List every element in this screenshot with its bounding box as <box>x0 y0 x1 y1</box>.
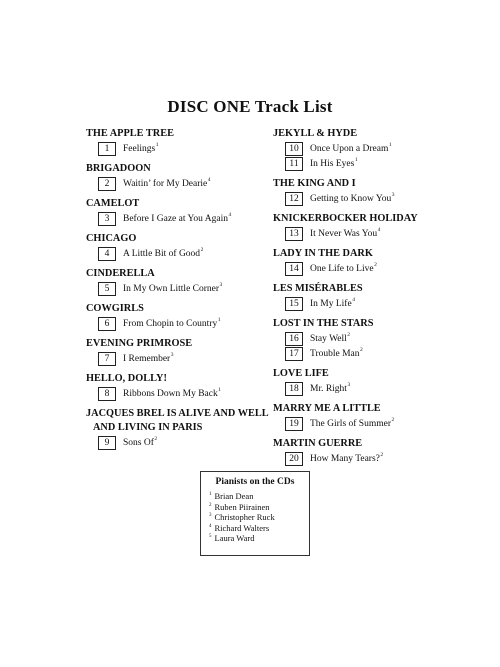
track-number: 18 <box>285 382 303 396</box>
pianist-footnote: 1 <box>388 142 392 149</box>
show-block <box>86 162 291 191</box>
show-block <box>86 127 291 156</box>
pianist-footnote: 1 <box>354 157 358 164</box>
pianist-item <box>209 502 301 513</box>
show-title-text: MARTIN GUERRE <box>273 438 363 449</box>
pianist-footnote: 2 <box>380 452 384 459</box>
pianist-footnote: 2 <box>360 347 363 354</box>
track-row <box>86 386 291 401</box>
pianist-item <box>209 491 301 502</box>
track-row <box>86 246 291 261</box>
pianist-footnote: 4 <box>207 177 211 184</box>
show-block <box>273 127 478 171</box>
track-name-text: Sons Of <box>123 437 154 448</box>
pianist-name: Christopher Ruck <box>214 512 275 522</box>
track-row <box>273 451 478 466</box>
pianist-footnote: 3 <box>391 192 395 199</box>
pianist-footnote: 1 <box>155 142 159 149</box>
pianists-list <box>209 491 301 544</box>
show-title <box>86 162 291 176</box>
pianist-footnote: 1 <box>218 387 221 394</box>
show-title <box>273 212 478 226</box>
track-name <box>310 299 355 309</box>
track-number: 12 <box>285 192 303 206</box>
show-title-text: LADY IN THE DARK <box>273 248 373 259</box>
track-name-text: How Many Tears? <box>310 453 380 464</box>
track-name <box>310 159 358 169</box>
track-name-text: Waitin’ for My Dearie <box>123 178 208 189</box>
show-title-text: LES MISÉRABLES <box>273 283 363 294</box>
show-title <box>273 437 478 451</box>
track-name-text: Before I Gaze at You Again <box>123 213 229 224</box>
track-number: 11 <box>285 157 303 171</box>
pianist-footnote: 4 <box>352 297 355 304</box>
show-title-text: JACQUES BREL IS ALIVE AND WELL <box>86 408 269 419</box>
show-block <box>273 317 478 361</box>
pianist-number: 3 <box>209 513 212 519</box>
pianist-footnote: 4 <box>228 212 232 219</box>
show-title-text: JEKYLL & HYDE <box>273 128 358 139</box>
pianist-footnote: 2 <box>200 247 204 254</box>
track-name-text: Getting to Know You <box>310 193 392 204</box>
track-number: 13 <box>285 227 303 241</box>
track-name <box>310 229 380 239</box>
track-number: 2 <box>98 177 116 191</box>
track-name <box>310 419 394 429</box>
pianist-name: Brian Dean <box>214 491 254 501</box>
show-title <box>273 127 478 141</box>
pianists-box <box>200 471 310 556</box>
show-title <box>86 127 291 141</box>
track-number: 1 <box>98 142 116 156</box>
track-name <box>310 384 350 394</box>
track-row <box>273 261 478 276</box>
track-row <box>86 351 291 366</box>
pianist-name: Ruben Piirainen <box>214 501 270 512</box>
track-name <box>123 354 173 364</box>
show-title <box>273 367 478 381</box>
show-title-text: THE APPLE TREE <box>86 128 174 139</box>
pianist-footnote: 4 <box>377 227 381 234</box>
show-title <box>86 232 291 246</box>
pianist-footnote: 3 <box>347 382 351 389</box>
track-name-text: Stay Well <box>310 333 347 344</box>
track-number: 8 <box>98 387 116 401</box>
track-number: 17 <box>285 347 303 361</box>
show-title-text: THE KING AND I <box>273 178 356 189</box>
pianists-heading: Pianists on the CDs <box>215 477 295 487</box>
show-title <box>273 282 478 296</box>
show-title-text: LOVE LIFE <box>273 368 329 379</box>
track-name <box>123 214 231 224</box>
show-title-text: KNICKERBOCKER HOLIDAY <box>273 213 418 224</box>
track-name-text: Mr. Right <box>310 383 347 394</box>
show-block <box>273 247 478 276</box>
show-block <box>273 437 478 466</box>
show-block <box>273 177 478 206</box>
track-name <box>123 438 157 448</box>
show-title-text: MARRY ME A LITTLE <box>273 403 381 414</box>
track-row <box>273 331 478 346</box>
track-number: 19 <box>285 417 303 431</box>
track-row <box>273 191 478 206</box>
show-block <box>273 212 478 241</box>
show-title <box>86 302 291 316</box>
pianist-footnote: 2 <box>391 417 395 424</box>
pianist-number: 5 <box>209 534 212 540</box>
track-row <box>86 435 291 450</box>
track-name <box>310 264 377 274</box>
show-title-text: CAMELOT <box>86 198 140 209</box>
pianist-footnote: 1 <box>217 317 221 324</box>
track-row <box>273 141 478 156</box>
track-name <box>310 349 363 359</box>
track-name-text: Ribbons Down My Back <box>123 388 218 399</box>
pianist-name: Richard Walters <box>214 522 270 533</box>
track-name-text: Trouble Man <box>310 348 360 359</box>
show-title <box>273 247 478 261</box>
show-block <box>86 232 291 261</box>
track-name-text: A Little Bit of Good <box>123 248 201 259</box>
track-name-text: I Remember <box>123 353 171 364</box>
track-name-text: In My Own Little Corner <box>123 283 220 294</box>
track-name <box>123 144 158 154</box>
track-row <box>86 281 291 296</box>
track-row <box>273 156 478 171</box>
track-number: 6 <box>98 317 116 331</box>
show-block <box>273 282 478 311</box>
pianist-footnote: 2 <box>374 262 377 269</box>
pianist-item <box>209 523 301 534</box>
show-block <box>273 402 478 431</box>
show-title-text: HELLO, DOLLY! <box>86 373 167 384</box>
track-name <box>123 249 203 259</box>
track-list-right-column <box>273 127 478 472</box>
pianist-name: Laura Ward <box>214 533 255 543</box>
page-title: DISC ONE Track List <box>167 97 333 116</box>
track-row <box>273 226 478 241</box>
show-title-text: COWGIRLS <box>86 303 144 314</box>
track-name <box>123 389 221 399</box>
show-block <box>86 302 291 331</box>
pianist-item <box>209 533 301 544</box>
pianist-footnote: 3 <box>170 352 174 359</box>
pianist-number: 4 <box>209 523 212 529</box>
pianist-footnote: 2 <box>347 332 351 339</box>
show-block <box>86 267 291 296</box>
show-title-text: BRIGADOON <box>86 163 151 174</box>
track-row <box>273 296 478 311</box>
track-list-left-column <box>86 127 291 456</box>
show-title <box>86 197 291 211</box>
pianist-footnote: 3 <box>219 282 223 289</box>
track-name-text: Once Upon a Dream <box>310 143 389 154</box>
track-row <box>273 381 478 396</box>
show-block <box>86 197 291 226</box>
pianist-footnote: 2 <box>154 436 158 443</box>
track-name-text: In My Life <box>310 298 352 309</box>
show-title-continuation: AND LIVING IN PARIS <box>93 422 203 433</box>
track-number: 14 <box>285 262 303 276</box>
track-name-text: One Life to Live <box>310 263 374 274</box>
track-number: 4 <box>98 247 116 261</box>
track-name-text: The Girls of Summer <box>310 418 392 429</box>
track-number: 16 <box>285 332 303 346</box>
track-row <box>273 416 478 431</box>
show-title-text: EVENING PRIMROSE <box>86 338 193 349</box>
show-block <box>86 337 291 366</box>
show-title <box>86 337 291 351</box>
show-title <box>86 407 276 435</box>
track-name-text: In His Eyes <box>310 158 355 169</box>
track-name <box>123 319 220 329</box>
show-title <box>273 177 478 191</box>
show-block <box>86 407 291 450</box>
show-title <box>86 372 291 386</box>
show-title-text: CINDERELLA <box>86 268 155 279</box>
track-row <box>86 176 291 191</box>
track-row <box>86 211 291 226</box>
pianist-item <box>209 512 301 523</box>
pianist-number: 1 <box>209 492 212 498</box>
track-number: 10 <box>285 142 303 156</box>
show-block <box>273 367 478 396</box>
track-row <box>86 141 291 156</box>
show-title <box>273 402 478 416</box>
track-name <box>123 284 222 294</box>
track-name-text: Feelings <box>123 143 156 154</box>
track-number: 15 <box>285 297 303 311</box>
show-title <box>86 267 291 281</box>
track-name-text: It Never Was You <box>310 228 378 239</box>
show-block <box>86 372 291 401</box>
track-name <box>310 334 350 344</box>
track-row <box>86 316 291 331</box>
track-name <box>310 454 383 464</box>
show-title <box>273 317 478 331</box>
track-name-text: From Chopin to Country <box>123 318 218 329</box>
track-row <box>273 346 478 361</box>
track-number: 9 <box>98 436 116 450</box>
track-number: 7 <box>98 352 116 366</box>
track-number: 20 <box>285 452 303 466</box>
show-title-text: LOST IN THE STARS <box>273 318 374 329</box>
track-name <box>123 179 211 189</box>
track-number: 3 <box>98 212 116 226</box>
track-number: 5 <box>98 282 116 296</box>
pianist-number: 2 <box>209 502 212 508</box>
track-name <box>310 144 392 154</box>
show-title-text: CHICAGO <box>86 233 137 244</box>
track-name <box>310 194 395 204</box>
